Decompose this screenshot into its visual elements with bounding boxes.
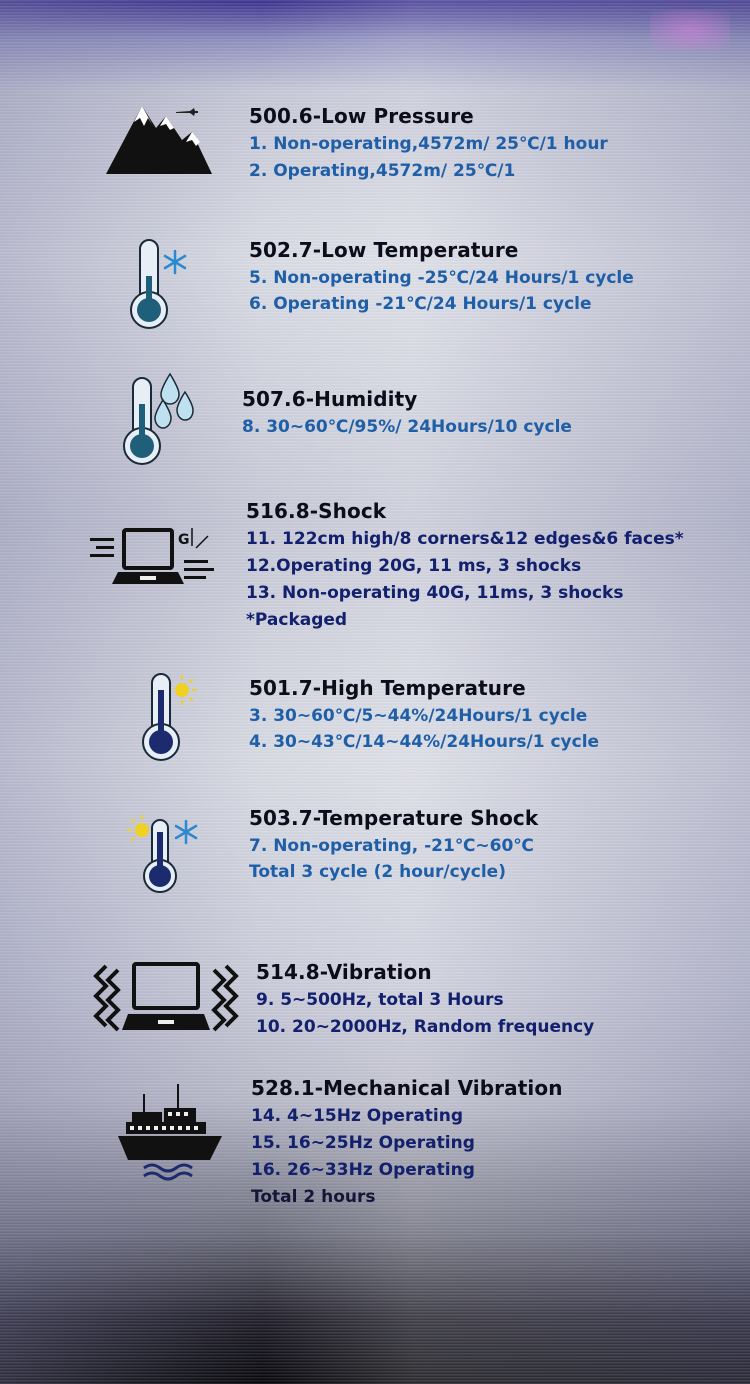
laptop-shock-icon — [88, 524, 218, 588]
section-line: 9. 5~500Hz, total 3 Hours — [256, 990, 504, 1010]
section-line: 3. 30~60℃/5~44%/24Hours/1 cycle — [249, 706, 588, 726]
section-title: 500.6-Low Pressure — [249, 104, 474, 128]
section-title: 503.7-Temperature Shock — [249, 806, 539, 830]
section-line: 8. 30~60℃/95%/ 24Hours/10 cycle — [242, 417, 572, 437]
section-title: 501.7-High Temperature — [249, 676, 526, 700]
section-line: *Packaged — [246, 610, 348, 630]
thermometer-snowflake-icon — [120, 236, 192, 332]
section-line: Total 2 hours — [251, 1187, 376, 1207]
section-title: 502.7-Low Temperature — [249, 238, 519, 262]
section-line: 12.Operating 20G, 11 ms, 3 shocks — [246, 556, 582, 576]
section-title: 507.6-Humidity — [242, 387, 418, 411]
thermometer-drops-icon — [115, 370, 205, 468]
background-glow — [650, 10, 730, 50]
section-line: 14. 4~15Hz Operating — [251, 1106, 464, 1126]
laptop-vibration-icon — [92, 960, 240, 1036]
section-line: 5. Non-operating -25℃/24 Hours/1 cycle — [249, 268, 634, 288]
section-title: 516.8-Shock — [246, 499, 387, 523]
thermometer-sun-icon — [130, 670, 202, 764]
mountain-plane-icon — [104, 98, 214, 178]
thermometer-sun-snowflake-icon — [124, 812, 208, 898]
section-line: 13. Non-operating 40G, 11ms, 3 shocks — [246, 583, 624, 603]
section-line: 10. 20~2000Hz, Random frequency — [256, 1017, 595, 1037]
section-title: 528.1-Mechanical Vibration — [251, 1076, 563, 1100]
section-line: 4. 30~43℃/14~44%/24Hours/1 cycle — [249, 732, 600, 752]
section-line: 6. Operating -21℃/24 Hours/1 cycle — [249, 294, 592, 314]
section-line: 7. Non-operating, -21℃~60℃ — [249, 836, 534, 856]
section-line: 11. 122cm high/8 corners&12 edges&6 faces* — [246, 529, 684, 549]
section-line: 15. 16~25Hz Operating — [251, 1133, 475, 1153]
svg-text:G: G — [178, 532, 190, 548]
ship-waves-icon — [114, 1082, 226, 1186]
section-line: 16. 26~33Hz Operating — [251, 1160, 475, 1180]
section-title: 514.8-Vibration — [256, 960, 432, 984]
section-line: 1. Non-operating,4572m/ 25℃/1 hour — [249, 134, 608, 154]
section-line: Total 3 cycle (2 hour/cycle) — [249, 862, 506, 882]
section-line: 2. Operating,4572m/ 25℃/1 — [249, 161, 516, 181]
